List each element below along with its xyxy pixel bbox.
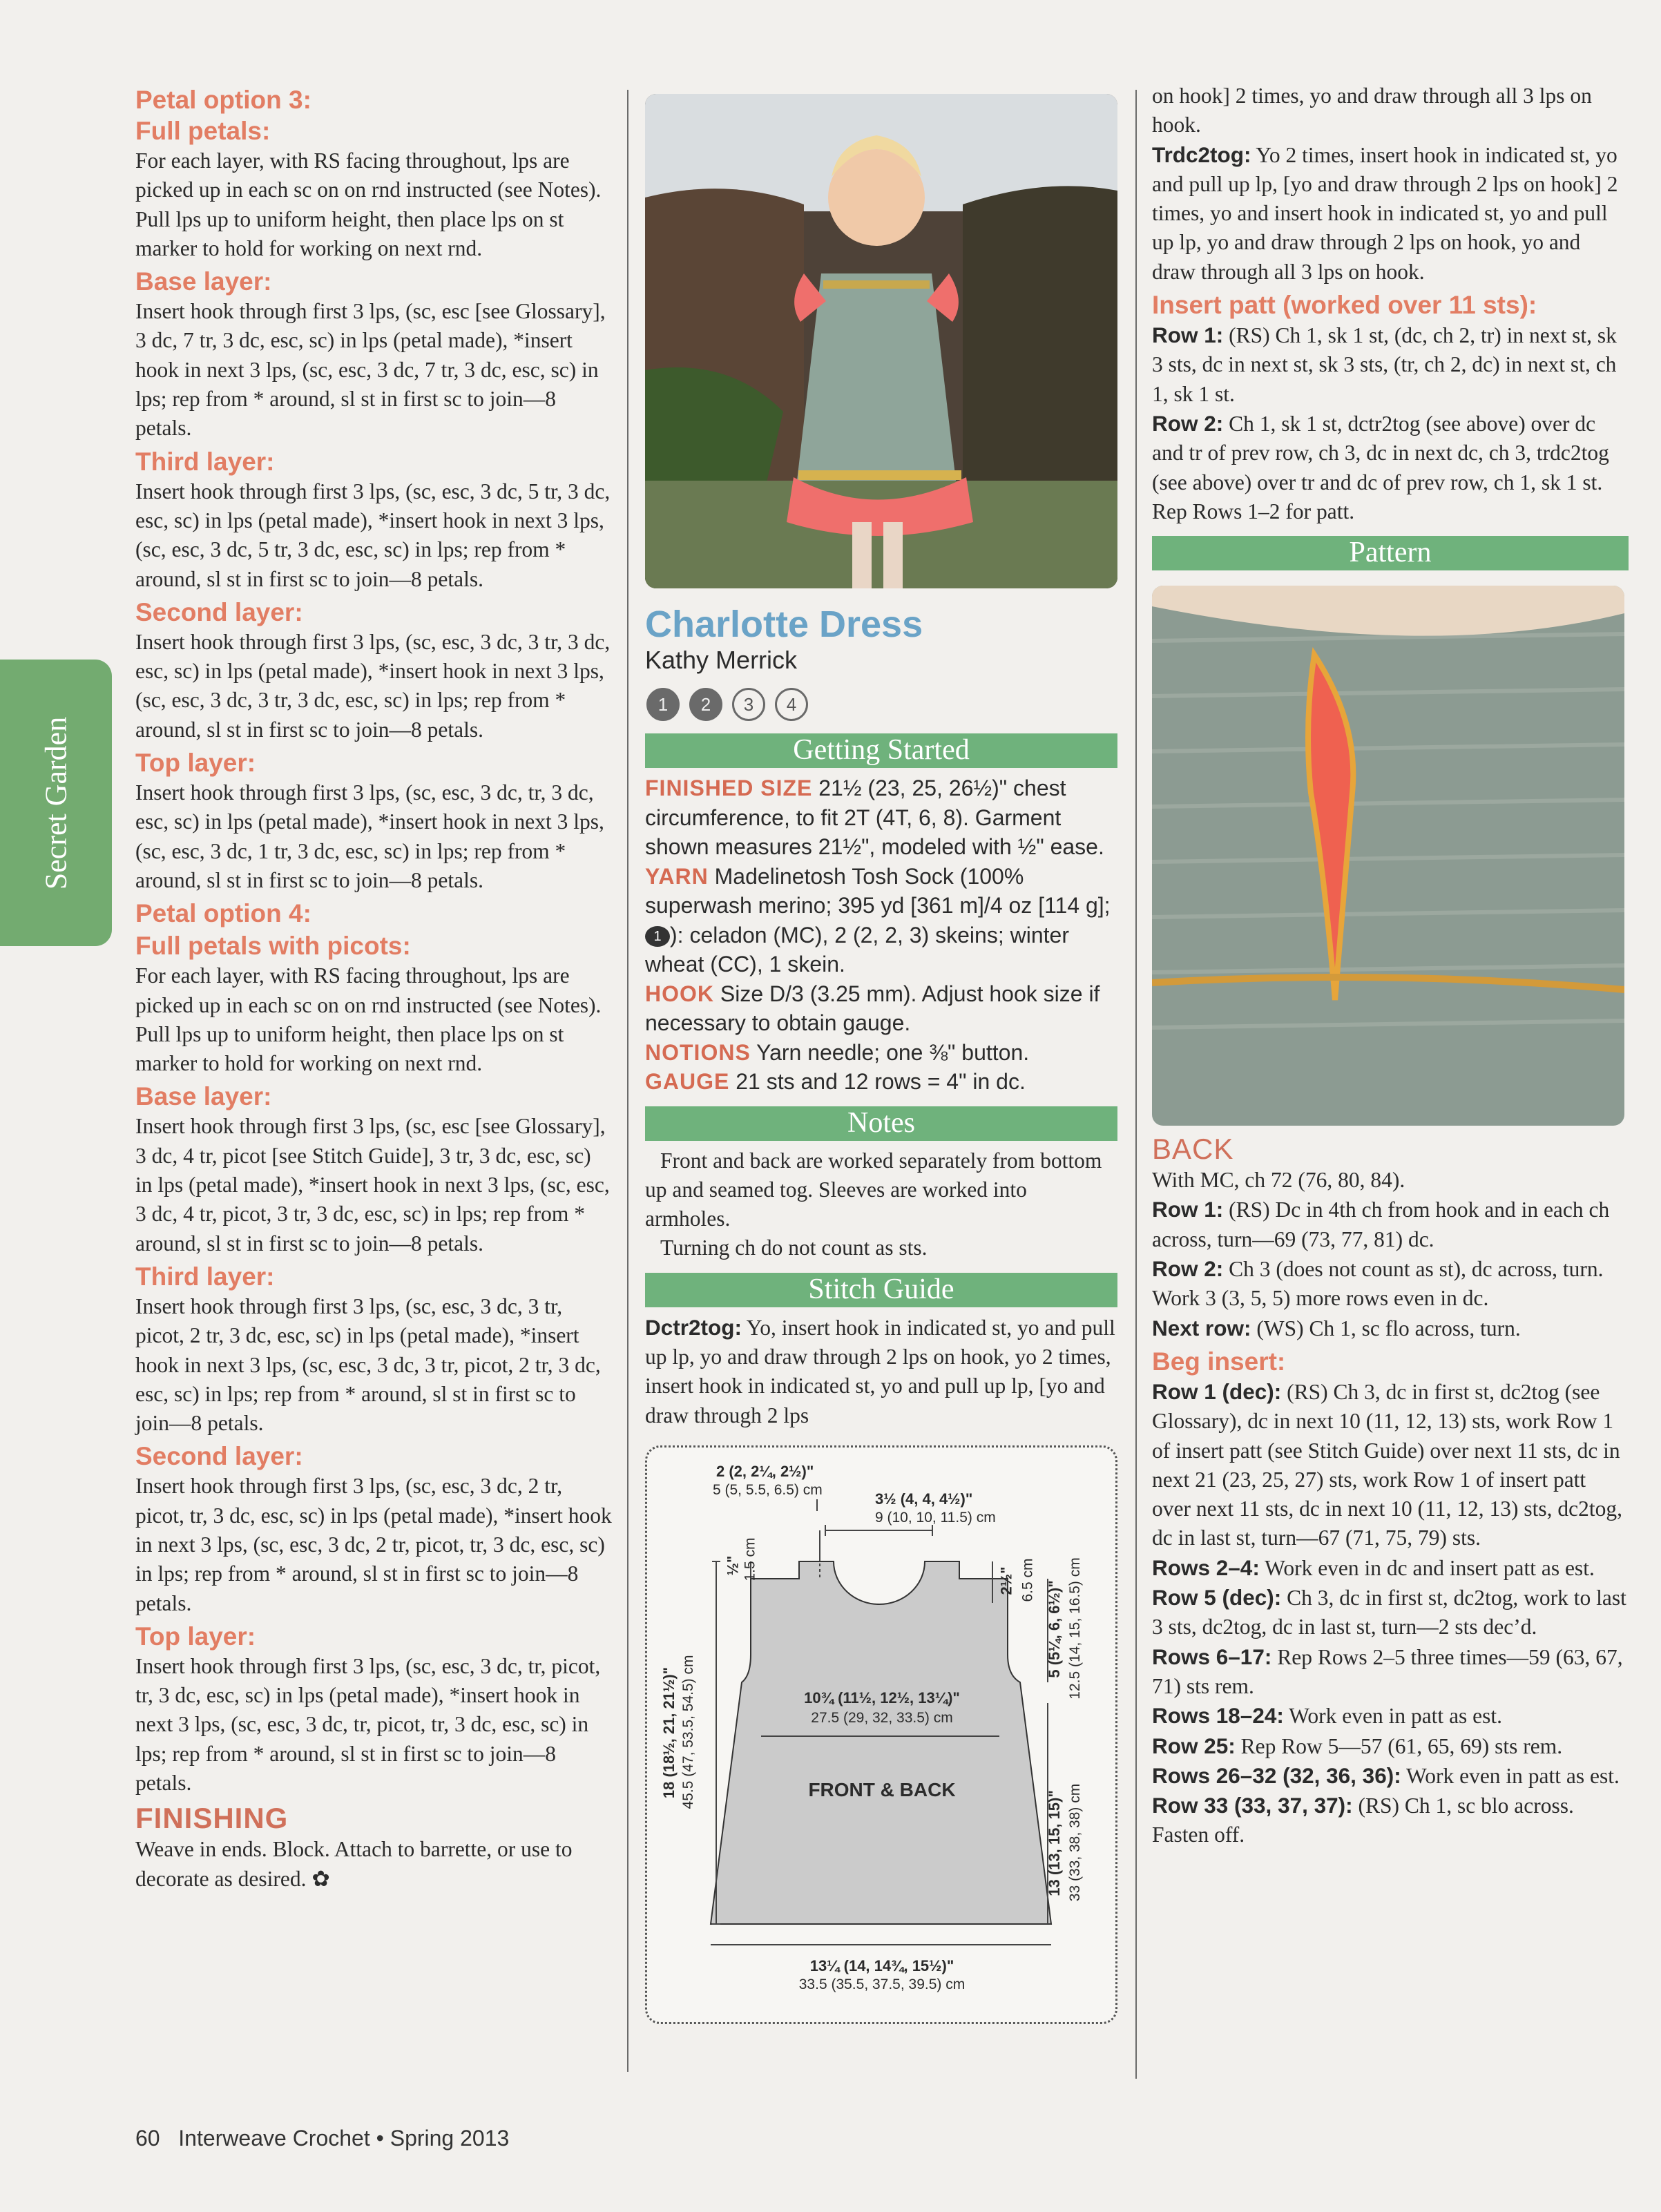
paragraph: Insert hook through first 3 lps, (sc, esc, 3 dc, 3 tr, 3 dc, esc, sc) in lps (petal made), *insert hook in next 3 lps, (sc, esc, 3 dc, 3 tr, 3 dc, esc, sc) in lps; rep from * around, sl st in first sc to join—8 petals. [135, 629, 611, 742]
pattern-title: Charlotte Dress [645, 604, 923, 645]
paragraph: Insert hook through first 3 lps, (sc, esc [see Glossary], 3 dc, 4 tr, picot [see Stitch Guide], 3 tr, 3 dc, esc, sc) in lps (petal made), *insert hook in next 3 lps, (sc, esc, 3 dc, 4 tr, picot, 3 tr, 3 dc, esc, sc) in lps; rep from * around, sl st in first sc to join—8 petals. [135, 1114, 610, 1256]
dim-neck-depth: 2½" [997, 1566, 1015, 1595]
layer-heading: Third layer: [135, 1262, 275, 1291]
finishing-heading: FINISHING [135, 1802, 289, 1835]
dim-skirt-height: 13 (13, 15, 15)" [1046, 1790, 1063, 1896]
layer-heading: Top layer: [135, 1622, 256, 1651]
paragraph: With MC, ch 72 (76, 80, 84). [1152, 1168, 1405, 1193]
dim-hem-width-cm: 33.5 (35.5, 37.5, 39.5) cm [798, 1976, 966, 1992]
pattern-row: Row 1: (RS) Ch 1, sk 1 st, (dc, ch 2, tr) in next st, sk 3 sts, dc in next st, sk 3 sts, (tr, ch 2, dc) in next st, ch 1, sk 1 st. [1152, 323, 1617, 406]
section-heading: Insert patt (worked over 11 sts): [1152, 291, 1537, 320]
pattern-row: Row 1 (dec): (RS) Ch 3, dc in first st, dc2tog (see Glossary), dc in next 10 (11, 12, 13) sts, work Row 1 of insert patt (see Stitch Guide) over next 11 sts, dc in next 21 (23, 25, 27) sts, work Row 1 of insert patt over next 11 sts, dc in next 10 (11, 12, 13) sts, dc2tog, dc in last st, turn—67 (71, 75, 79) sts. [1152, 1378, 1622, 1550]
pattern-row: Row 5 (dec): Ch 3, dc in first st, dc2tog, work to last 3 sts, dc2tog, dc in last st, turn—2 sts dec’d. [1152, 1585, 1626, 1639]
paragraph: For each layer, with RS facing throughout, lps are picked up in each sc on on rnd instructed (see Notes). Pull lps up to uniform height, then place lps on st marker to hold for working on next rnd. [135, 148, 602, 260]
dim-neck-width: 3½ (4, 4, 4½)" [875, 1490, 973, 1508]
column-right [1152, 81, 1629, 1850]
dim-total-height-cm: 45.5 (47, 53.5, 54.5) cm [680, 1655, 696, 1809]
paragraph: Work 3 (3, 5, 5) more rows even in dc. [1152, 1286, 1489, 1311]
detail-photo [1152, 586, 1624, 1126]
pattern-row: Rows 2–4: Work even in dc and insert patt as est. [1152, 1555, 1595, 1580]
dim-top-width: 2 (2, 2¼, 2½)" [716, 1462, 814, 1480]
notions-info: NOTIONS Yarn needle; one ⅜" button. [645, 1039, 1030, 1065]
dim-armhole-height: 5 (5¼, 6, 6½)" [1046, 1580, 1063, 1678]
finished-size: FINISHED SIZE 21½ (23, 25, 26½)" chest circumference, to fit 2T (4T, 6, 8). Garment shown measures 21½", modeled with ½" ease. [645, 776, 1104, 859]
layer-heading: Base layer: [135, 1082, 272, 1111]
magazine-name: Interweave Crochet [178, 2126, 370, 2151]
stitch-guide-bar: Stitch Guide [645, 1273, 1117, 1307]
yarn-info: YARN Madelinetosh Tosh Sock (100% superwash merino; 395 yd [361 m]/4 oz [114 g]; 1 ): celadon (MC), 2 (2, 2, 3) skeins; winter wheat (CC), 1 skein. [645, 863, 1111, 977]
section-subheading: Full petals with picots: [135, 932, 411, 961]
paragraph: For each layer, with RS facing throughout, lps are picked up in each sc on on rnd instructed (see Notes). Pull lps up to uniform height, then place lps on st marker to hold for working on next rnd. [135, 963, 602, 1076]
skill-level-3: 3 [732, 688, 765, 721]
skill-level-1: 1 [646, 688, 680, 721]
pattern-row: Rows 26–32 (32, 36, 36): Work even in patt as est. [1152, 1762, 1620, 1788]
girl-in-dress-illustration [645, 94, 1117, 588]
paragraph: Insert hook through first 3 lps, (sc, esc, 3 dc, 2 tr, picot, tr, 3 dc, esc, sc) in lps (petal made), *insert hook in next 3 lps, (sc, esc, 3 dc, 2 tr, picot, tr, 3 dc, esc, sc) in lps; rep from * around, sl st in first sc to join—8 petals. [135, 1474, 612, 1615]
layer-heading: Base layer: [135, 267, 272, 296]
layer-heading: Second layer: [135, 1442, 303, 1471]
dim-chest-width-cm: 27.5 (29, 32, 33.5) cm [811, 1709, 953, 1726]
gauge-info: GAUGE 21 sts and 12 rows = 4" in dc. [645, 1069, 1026, 1094]
column-divider [627, 90, 628, 2072]
dim-armhole-height-cm: 12.5 (14, 15, 16.5) cm [1067, 1557, 1083, 1700]
column-middle [645, 81, 1117, 2024]
paragraph: on hook] 2 times, yo and draw through all 3 lps on hook. [1152, 84, 1592, 137]
layer-heading: Top layer: [135, 749, 256, 778]
dim-shoulder-height-cm: 1.5 cm [742, 1537, 758, 1581]
section-tab [0, 660, 112, 946]
skill-level-4: 4 [775, 688, 808, 721]
pattern-row: Rows 18–24: Work even in patt as est. [1152, 1703, 1503, 1729]
stitch-definition: Trdc2tog: Yo 2 times, insert hook in indicated st, yo and pull up lp, [yo and draw through 2 lps on hook] 2 times, yo and insert hook in indicated st, yo and pull up lp, yo and draw through 2 lps on hook, yo and draw through all 3 lps on hook. [1152, 142, 1618, 284]
paragraph: Insert hook through first 3 lps, (sc, esc, 3 dc, 3 tr, picot, 2 tr, 3 dc, esc, sc) in lps (petal made), *insert hook in next 3 lps, (sc, esc, 3 dc, 3 tr, picot, 2 tr, 3 dc, esc, sc) in lps; rep from * around, sl st in first sc to join—8 petals. [135, 1293, 601, 1436]
schematic [645, 1445, 1117, 2024]
section-heading: Petal option 4: [135, 899, 311, 928]
pattern-row: Row 33 (33, 37, 37): (RS) Ch 1, sc blo across. Fasten off. [1152, 1793, 1574, 1847]
paragraph: Insert hook through first 3 lps, (sc, esc, 3 dc, tr, picot, tr, 3 dc, esc, sc) in lps (petal made), *insert hook in next 3 lps, (sc, esc, 3 dc, tr, picot, tr, 3 dc, esc, sc) in lps; rep from * around, sl st in first sc to join—8 petals. [135, 1653, 601, 1796]
dim-shoulder-height: ½" [724, 1555, 742, 1576]
section-heading: Beg insert: [1152, 1347, 1286, 1376]
dim-top-width-cm: 5 (5, 5.5, 6.5) cm [713, 1481, 823, 1498]
pattern-row: Row 2: Ch 1, sk 1 st, dctr2tog (see above) over dc and tr of prev row, ch 3, dc in next dc, ch 3, trdc2tog (see above) over tr and dc of prev row, ch 1, sk 1 st. [1152, 410, 1609, 494]
dress-detail-illustration [1152, 586, 1624, 1126]
paragraph: Rep Rows 1–2 for patt. [1152, 499, 1355, 523]
pattern-row: Next row: (WS) Ch 1, sc flo across, turn. [1152, 1315, 1521, 1340]
designer-name: Kathy Merrick [645, 646, 798, 674]
paragraph: Insert hook through first 3 lps, (sc, esc, 3 dc, 5 tr, 3 dc, esc, sc) in lps (petal made), *insert hook in next 3 lps, (sc, esc, 3 dc, 5 tr, 3 dc, esc, sc) in lps; rep from * around, sl st in first sc to join—8 petals. [135, 479, 611, 591]
dim-hem-width: 13¼ (14, 14¾, 15½)" [809, 1956, 954, 1974]
pattern-row: Rows 6–17: Rep Rows 2–5 three times—59 (63, 67, 71) sts rem. [1152, 1644, 1623, 1698]
dress-schematic-drawing [647, 1448, 1115, 2022]
column-left [135, 81, 612, 1894]
dim-total-height: 18 (18½, 21, 21½)" [660, 1666, 678, 1798]
yarn-weight-icon: 1 [645, 926, 670, 947]
section-subheading: Full petals: [135, 117, 271, 145]
dim-neck-depth-cm: 6.5 cm [1019, 1558, 1036, 1602]
paragraph: Insert hook through first 3 lps, (sc, esc [see Glossary], 3 dc, 7 tr, 3 dc, esc, sc) in lps (petal made), *insert hook in next 3 lps, (sc, esc, 3 dc, 7 tr, 3 dc, esc, sc) in lps; rep from * around, sl st in first sc to join—8 petals. [135, 299, 606, 441]
layer-heading: Second layer: [135, 597, 303, 626]
dim-skirt-height-cm: 33 (33, 38, 38) cm [1067, 1783, 1083, 1902]
model-photo [645, 94, 1117, 588]
back-heading: BACK [1152, 1133, 1234, 1166]
column-divider [1135, 90, 1137, 2079]
garment-label: FRONT & BACK [808, 1778, 956, 1800]
pattern-row: Row 1: (RS) Dc in 4th ch from hook and in each ch across, turn—69 (73, 77, 81) dc. [1152, 1197, 1610, 1251]
page-number: 60 [135, 2126, 160, 2151]
skill-level [646, 688, 1117, 721]
stitch-definition: Dctr2tog: Yo, insert hook in indicated st, yo and pull up lp, yo and draw through 2 lps on hook, yo 2 times, insert hook in indicated st, yo and pull up lp, [yo and draw through 2 lps [645, 1314, 1115, 1427]
pattern-row: Row 2: Ch 3 (does not count as st), dc across, turn. [1152, 1256, 1604, 1282]
notes-bar: Notes [645, 1106, 1117, 1141]
paragraph: Weave in ends. Block. Attach to barrette, or use to decorate as desired. ✿ [135, 1837, 573, 1891]
section-heading: Petal option 3: [135, 86, 311, 114]
paragraph: Turning ch do not count as sts. [660, 1235, 928, 1260]
pattern-row: Row 25: Rep Row 5—57 (61, 65, 69) sts rem. [1152, 1733, 1563, 1758]
paragraph: Front and back are worked separately from bottom up and seamed tog. Sleeves are worked into armholes. [645, 1148, 1102, 1231]
page-footer [135, 2126, 509, 2151]
paragraph: Insert hook through first 3 lps, (sc, esc, 3 dc, tr, 3 dc, esc, sc) in lps (petal made), *insert hook in next 3 lps, (sc, esc, 3 dc, 1 tr, 3 dc, esc, sc) in lps; rep from * around, sl st in first sc to join—8 petals. [135, 780, 604, 892]
skill-level-2: 2 [689, 688, 722, 721]
issue-date: Spring 2013 [390, 2126, 510, 2151]
section-tab-label: Secret Garden [39, 716, 73, 889]
footer-bullet: • [376, 2126, 390, 2151]
dim-neck-width-cm: 9 (10, 10, 11.5) cm [875, 1509, 996, 1526]
getting-started-bar: Getting Started [645, 733, 1117, 768]
pattern-bar: Pattern [1152, 536, 1629, 570]
layer-heading: Third layer: [135, 447, 275, 476]
dim-chest-width: 10¾ (11½, 12½, 13¼)" [804, 1689, 960, 1706]
hook-info: HOOK Size D/3 (3.25 mm). Adjust hook size if necessary to obtain gauge. [645, 981, 1100, 1035]
